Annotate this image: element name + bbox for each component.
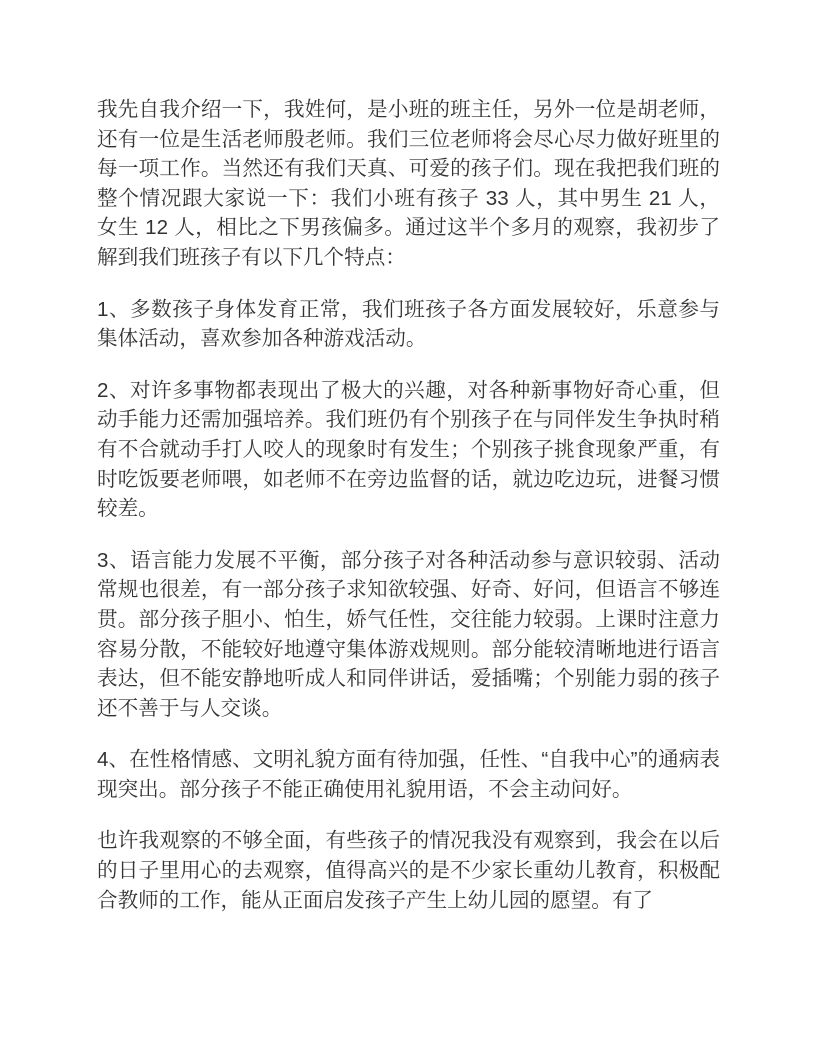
paragraph-point-1: 1、多数孩子身体发育正常，我们班孩子各方面发展较好，乐意参与集体活动，喜欢参加各种游戏活动。 — [97, 297, 720, 351]
paragraph-point-4: 4、在性格情感、文明礼貌方面有待加强，任性、“自我中心”的通病表现突出。部分孩子不能正确使用礼貌用语，不会主动问好。 — [97, 748, 720, 801]
paragraph-point-2: 2、对许多事物都表现出了极大的兴趣，对各种新事物好奇心重，但动手能力还需加强培养。我们班仍有个别孩子在与同伴发生争执时稍有不合就动手打人咬人的现象时有发生；个别孩子挑食现象严重，有时吃饭要老师喂，如老师不在旁边监督的话，就边吃边玩，进餐习惯较差。 — [97, 378, 720, 521]
document-body — [97, 95, 720, 915]
paragraph-intro: 我先自我介绍一下，我姓何，是小班的班主任，另外一位是胡老师，还有一位是生活老师殷老师。我们三位老师将会尽心尽力做好班里的每一项工作。当然还有我们天真、可爱的孩子们。现在我把我们班的整个情况跟大家说一下：我们小班有孩子 33 人，其中男生 21 人，女生 12 人，相比之下男孩偏多。通过这半个多月的观察，我初步了解到我们班孩子有以下几个特点： — [97, 98, 720, 269]
paragraph-point-3: 3、语言能力发展不平衡，部分孩子对各种活动参与意识较弱、活动常规也很差，有一部分孩子求知欲较强、好奇、好问，但语言不够连贯。部分孩子胆小、怕生，娇气任性，交往能力较弱。上课时注意力容易分散，不能较好地遵守集体游戏规则。部分能较清晰地进行语言表达，但不能安静地听成人和同伴讲话，爱插嘴；个别能力弱的孩子还不善于与人交谈。 — [97, 548, 720, 720]
paragraph-closing: 也许我观察的不够全面，有些孩子的情况我没有观察到，我会在以后的日子里用心的去观察，值得高兴的是不少家长重幼儿教育，积极配合教师的工作，能从正面启发孩子产生上幼儿园的愿望。有了 — [97, 829, 720, 912]
